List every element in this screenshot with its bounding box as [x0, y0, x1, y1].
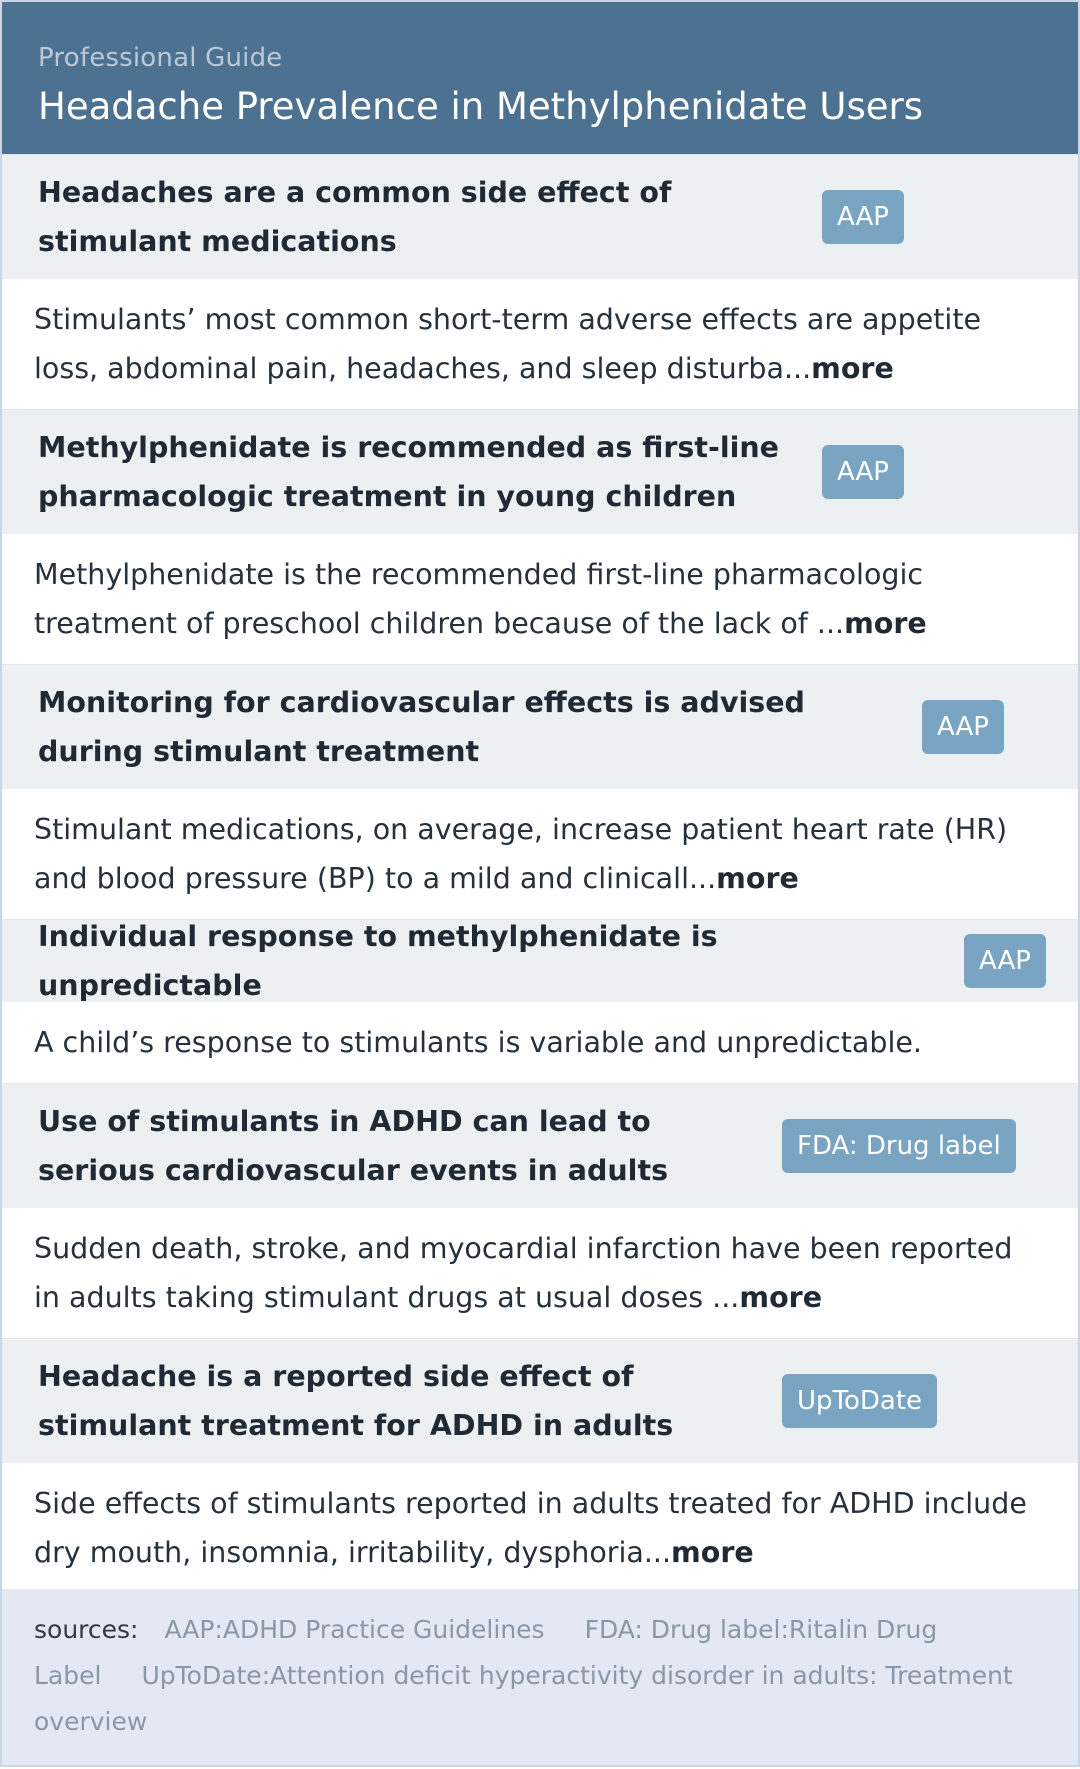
detail-text: Methylphenidate is the recommended first-line pharmacologic treatment of preschool children because of the lack of ...: [34, 558, 924, 640]
finding-detail: [2, 1462, 1078, 1593]
finding-title: Headaches are a common side effect of stimulant medications: [38, 175, 672, 258]
finding-detail: [2, 1207, 1078, 1338]
detail-text: Side effects of stimulants reported in adults treated for ADHD include dry mouth, insomnia, irritability, dysphoria...: [34, 1487, 1027, 1569]
source-badge[interactable]: AAP: [822, 445, 904, 499]
finding-detail: [2, 1001, 1078, 1083]
detail-text: Stimulant medications, on average, increase patient heart rate (HR) and blood pressure (BP) to a mild and clinicall...: [34, 813, 1008, 895]
sources-footer: [2, 1589, 1078, 1765]
guide-header: [2, 2, 1078, 154]
finding-row: [2, 919, 1078, 1001]
detail-text: Sudden death, stroke, and myocardial infarction have been reported in adults taking stimulant drugs at usual doses ...: [34, 1232, 1013, 1314]
source-badge[interactable]: AAP: [822, 190, 904, 244]
source-badge[interactable]: AAP: [922, 700, 1004, 754]
finding-row: [2, 664, 1078, 788]
guide-card: [2, 2, 1078, 1765]
finding-detail: [2, 278, 1078, 409]
source-link[interactable]: FDA: Drug label:Ritalin Drug Label: [34, 1615, 938, 1690]
detail-text: A child’s response to stimulants is variable and unpredictable.: [34, 1026, 922, 1059]
more-link[interactable]: more: [844, 607, 927, 640]
finding-title: Use of stimulants in ADHD can lead to serious cardiovascular events in adults: [38, 1104, 669, 1187]
finding-detail: [2, 533, 1078, 664]
header-kicker: Professional Guide: [38, 43, 283, 73]
more-link[interactable]: more: [739, 1281, 823, 1314]
finding-title: Monitoring for cardiovascular effects is advised during stimulant treatment: [38, 685, 805, 768]
source-link[interactable]: UpToDate:Attention deficit hyperactivity disorder in adults: Treatment overview: [34, 1661, 1013, 1736]
finding-title: Headache is a reported side effect of stimulant treatment for ADHD in adults: [38, 1359, 674, 1442]
source-link[interactable]: AAP:ADHD Practice Guidelines: [164, 1615, 545, 1644]
more-link[interactable]: more: [671, 1536, 754, 1569]
finding-detail: [2, 788, 1078, 919]
finding-row: [2, 1083, 1078, 1207]
finding-row: [2, 1338, 1078, 1462]
finding-row: [2, 154, 1078, 278]
finding-title: Methylphenidate is recommended as first-line pharmacologic treatment in young children: [38, 430, 779, 513]
more-link[interactable]: more: [716, 862, 799, 895]
detail-text: Stimulants’ most common short-term adverse effects are appetite loss, abdominal pain, headaches, and sleep disturba...: [34, 303, 982, 385]
finding-title: Individual response to methylphenidate is unpredictable: [38, 919, 718, 1002]
source-badge[interactable]: UpToDate: [782, 1374, 937, 1428]
page-title: Headache Prevalence in Methylphenidate Users: [38, 85, 924, 128]
finding-row: [2, 409, 1078, 533]
more-link[interactable]: more: [811, 352, 894, 385]
source-badge[interactable]: FDA: Drug label: [782, 1119, 1016, 1173]
source-badge[interactable]: AAP: [964, 934, 1046, 988]
sources-label: sources:: [34, 1615, 139, 1644]
